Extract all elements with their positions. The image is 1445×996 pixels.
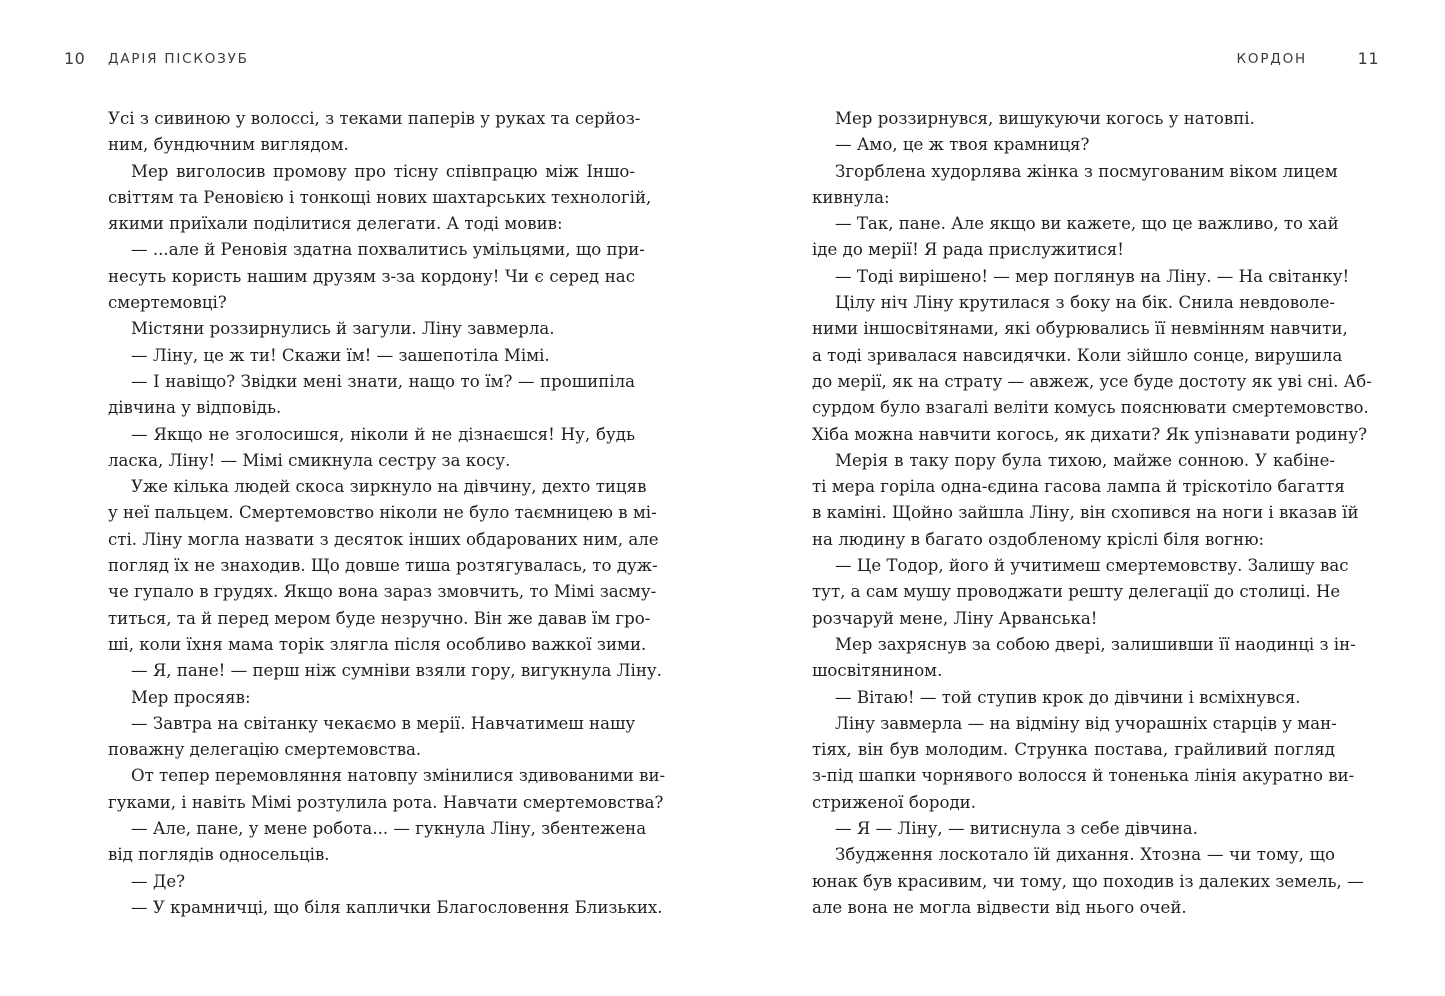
text-line: стриженої бороди. — [812, 792, 977, 812]
text-line: а тоді зривалася навсидячки. Коли зійшло сонце, вирушила — [812, 345, 1343, 365]
text-line: Згорблена худорлява жінка з посмугованим віком лицем — [835, 161, 1338, 181]
left-page — [0, 0, 722, 996]
text-line: тіях, він був молодим. Струнка постава, грайливий погляд — [812, 740, 1335, 760]
text-line: че гупало в грудях. Якщо вона зараз змовчить, то Мімі засму- — [108, 582, 657, 602]
left-running-head: ДАРІЯ ПІСКОЗУБ — [108, 51, 249, 67]
text-line: — Я — Ліну, — витиснула з себе дівчина. — [835, 819, 1198, 839]
text-line: шосвітянином. — [812, 661, 943, 681]
right-body-text — [812, 106, 1372, 921]
text-line: Мерія в таку пору була тихою, майже сонною. У кабіне- — [835, 450, 1335, 470]
text-line: до мерії, як на страту — авжеж, усе буде достоту як уві сні. Аб- — [812, 371, 1372, 391]
text-line: але вона не могла відвести від нього очей. — [812, 897, 1187, 917]
text-line: — Я, пане! — перш ніж сумніви взяли гору, вигукнула Ліну. — [131, 661, 662, 681]
text-line: ті мера горіла одна-єдина гасова лампа й тріскотіло багаття — [812, 477, 1345, 497]
text-line: світтям та Реновією і тонкощі нових шахтарських технологій, — [108, 187, 652, 207]
text-line: Мер захряснув за собою двері, залишивши її наодинці з ін- — [835, 634, 1356, 654]
text-line: гуками, і навіть Мімі розтулила рота. Навчати смертемовства? — [108, 792, 664, 812]
right-running-head: КОРДОН — [1236, 51, 1307, 67]
left-page-number: 10 — [64, 49, 86, 68]
text-line: ними іншосвітянами, які обурювались її невмінням навчити, — [812, 319, 1348, 339]
text-line: — Ліну, це ж ти! Скажи їм! — зашепотіла Мімі. — [131, 345, 550, 365]
text-line: ші, коли їхня мама торік злягла після особливо важкої зими. — [108, 634, 647, 654]
right-page-number: 11 — [1357, 49, 1379, 68]
text-line: смертемовці? — [108, 293, 227, 313]
text-line: ним, бундючним виглядом. — [108, 135, 349, 155]
text-line: — І навіщо? Звідки мені знати, нащо то їм? — прошипіла — [131, 371, 635, 391]
text-line: — Це Тодор, його й учитимеш смертемовству. Залишу вас — [835, 556, 1349, 576]
text-line: кивнула: — [812, 187, 890, 207]
text-line: погляд їх не знаходив. Що довше тиша розтягувалась, то дуж- — [108, 556, 658, 576]
text-line: поважну делегацію смертемовства. — [108, 740, 422, 760]
text-line: Ліну завмерла — на відміну від учорашніх старців у ман- — [835, 713, 1337, 733]
text-line: — Завтра на світанку чекаємо в мерії. Навчатимеш нашу — [131, 713, 636, 733]
text-line: у неї пальцем. Смертемовство ніколи не було таємницею в мі- — [108, 503, 657, 523]
text-line: От тепер перемовляння натовпу змінилися здивованими ви- — [131, 766, 666, 786]
text-line: юнак був красивим, чи тому, що походив із далеких земель, — — [812, 871, 1364, 891]
text-line: Мер просяяв: — [131, 687, 251, 707]
text-line: Збудження лоскотало їй дихання. Хтозна — чи тому, що — [835, 845, 1335, 865]
text-line: титься, та й перед мером буде незручно. Він же давав їм гро- — [108, 608, 651, 628]
text-line: — Якщо не зголосишся, ніколи й не дізнаєшся! Ну, будь — [131, 424, 635, 444]
text-line: з-під шапки чорнявого волосся й тоненька лінія акуратно ви- — [812, 766, 1355, 786]
text-line: — Вітаю! — той ступив крок до дівчини і всміхнувся. — [835, 687, 1301, 707]
text-line: — ...але й Реновія здатна похвалитись умільцями, що при- — [131, 240, 645, 260]
text-line: якими приїхали поділитися делегати. А тоді мовив: — [108, 214, 563, 234]
text-line: Цілу ніч Ліну крутилася з боку на бік. Снила невдоволе- — [835, 293, 1335, 313]
text-line: в каміні. Щойно зайшла Ліну, він схопився на ноги і вказав їй — [812, 503, 1359, 523]
text-line: сурдом було взагалі веліти комусь пояснювати смертемовство. — [812, 398, 1369, 418]
text-line: на людину в багато оздобленому кріслі біля вогню: — [812, 529, 1265, 549]
text-line: — Амо, це ж твоя крамниця? — [835, 135, 1090, 155]
text-line: несуть користь нашим друзям з-за кордону! Чи є серед нас — [108, 266, 635, 286]
text-line: Мер виголосив промову про тісну співпрацю між Іншо- — [131, 161, 635, 181]
text-line: Усі з сивиною у волоссі, з теками паперів у руках та серйоз- — [108, 109, 641, 128]
text-line: тут, а сам мушу проводжати решту делегації до столиці. Не — [812, 582, 1341, 602]
text-line: Хіба можна навчити когось, як дихати? Як упізнавати родину? — [812, 424, 1368, 444]
text-line: Мер роззирнувся, вишукуючи когось у натовпі. — [835, 109, 1255, 128]
text-line: від поглядів односельців. — [108, 845, 330, 865]
text-line: іде до мерії! Я рада прислужитися! — [812, 240, 1124, 260]
text-line: розчаруй мене, Ліну Арванська! — [812, 608, 1098, 628]
text-line: — Але, пане, у мене робота... — гукнула Ліну, збентежена — [131, 819, 647, 839]
text-line: сті. Ліну могла назвати з десяток інших обдарованих ним, але — [108, 529, 659, 549]
text-line: — Так, пане. Але якщо ви кажете, що це важливо, то хай — [835, 214, 1339, 234]
text-line: Уже кілька людей скоса зиркнуло на дівчину, дехто тицяв — [131, 477, 647, 497]
text-line: — Де? — [131, 871, 186, 891]
text-line: дівчина у відповідь. — [108, 398, 282, 418]
left-body-text — [108, 106, 666, 921]
right-page — [722, 0, 1445, 996]
text-line: Містяни роззирнулись й загули. Ліну завмерла. — [131, 319, 555, 339]
text-line: — Тоді вирішено! — мер поглянув на Ліну. — На світанку! — [835, 266, 1350, 286]
text-line: ласка, Ліну! — Мімі смикнула сестру за косу. — [108, 450, 511, 470]
text-line: — У крамничці, що біля каплички Благословення Близьких. — [131, 897, 663, 917]
